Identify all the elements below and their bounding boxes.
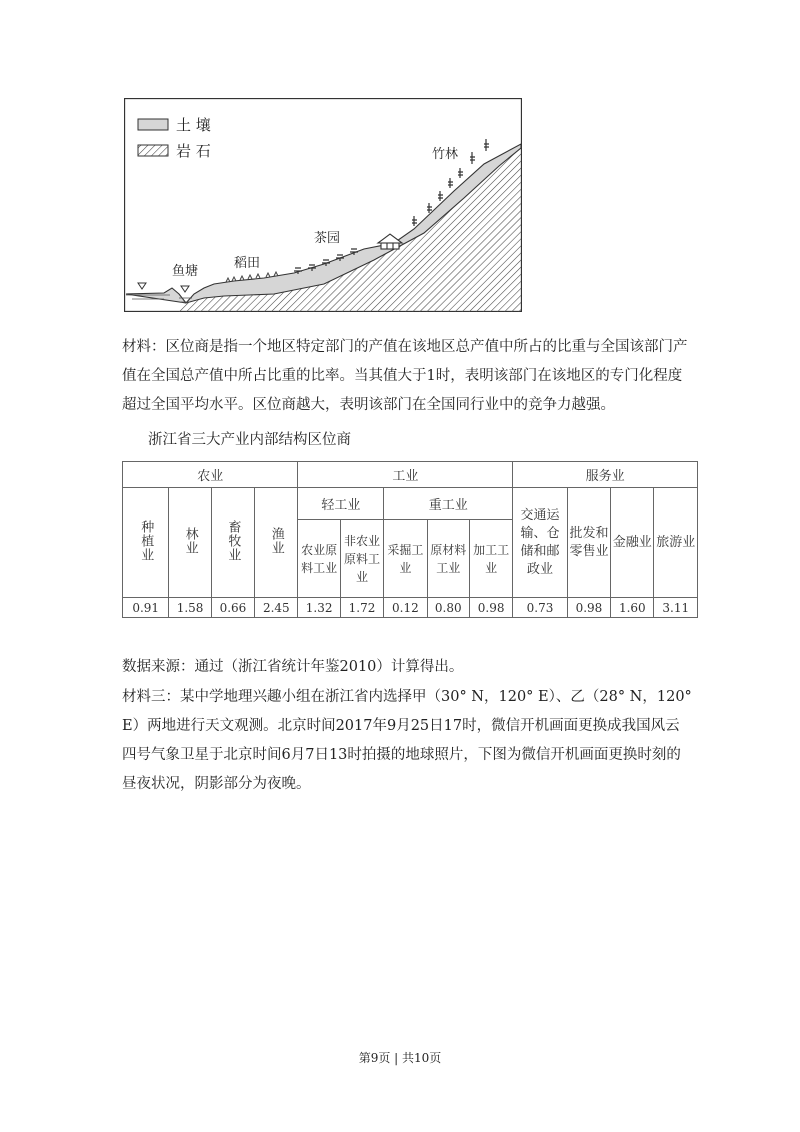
label-tea: 茶园 [314,231,341,246]
legend-rock-label: 岩 石 [176,142,211,160]
column-header: 金融业 [612,534,652,550]
legend-soil-swatch [138,119,168,130]
column-header: 非农业原料工业 [344,533,381,584]
column-header: 渔业 [268,526,284,555]
category-industry: 工业 [298,462,513,488]
table-value-row [123,598,698,618]
table-cell: 0.98 [469,598,512,618]
column-header: 采掘工业 [387,542,424,575]
column-header: 旅游业 [656,534,696,550]
table-cell: 3.11 [654,598,698,618]
table-cell: 0.80 [427,598,469,618]
table-cell: 0.66 [211,598,254,618]
subcategory-heavy-industry: 重工业 [384,488,513,520]
category-agriculture: 农业 [123,462,298,488]
category-service: 服务业 [513,462,698,488]
table-cell: 0.12 [384,598,427,618]
table-cell: 1.60 [611,598,654,618]
table-caption: 浙江省三大产业内部结构区位商 [148,432,351,448]
location-quotient-table [122,461,698,618]
label-fishpond: 鱼塘 [172,264,199,279]
table-cell: 0.91 [123,598,169,618]
column-header: 原材料工业 [430,542,467,575]
page-footer: 第9页 | 共10页 [358,1051,442,1065]
data-source-note: 数据来源：通过（浙江省统计年鉴2010）计算得出。 [122,659,464,675]
column-header: 交通运输、仓储和邮政业 [520,507,560,577]
table-cell: 0.98 [567,598,610,618]
material-three-paragraph: 材料三：某中学地理兴趣小组在浙江省内选择甲（30° N，120° E）、乙（28° N，120° E）两地进行天文观测。北京时间2017年9月25日17时，微信开机画面更换成我国风云四号气象卫星于北京时间6月7日13时拍摄的地球照片，下图为微信开机画面更换时刻的昼夜状况，阴影部分为夜晚。 [122,689,692,792]
subcategory-light-industry: 轻工业 [298,488,384,520]
column-header: 农业原料工业 [301,542,338,575]
legend-soil-label: 土 壤 [176,116,211,134]
column-header: 林业 [182,526,198,555]
label-paddy: 稻田 [234,256,261,271]
legend-rock-swatch [138,145,168,156]
terrain-cross-section-figure [124,98,522,312]
table-cell: 1.72 [340,598,383,618]
material-one-paragraph: 材料：区位商是指一个地区特定部门的产值在该地区总产值中所占的比重与全国该部门产值在全国总产值中所占比重的比率。当其值大于1时，表明该部门在该地区的专门化程度超过全国平均水平。区位商越大，表明该部门在全国同行业中的竞争力越强。 [122,339,688,413]
column-header: 批发和零售业 [569,525,609,559]
column-header: 畜牧业 [225,519,241,562]
table-cell: 1.58 [169,598,211,618]
table-cell: 1.32 [298,598,340,618]
table-cell: 0.73 [513,598,567,618]
column-header: 加工工业 [473,542,510,575]
column-header: 种植业 [138,519,154,562]
label-bamboo: 竹林 [432,147,459,162]
table-cell: 2.45 [255,598,298,618]
